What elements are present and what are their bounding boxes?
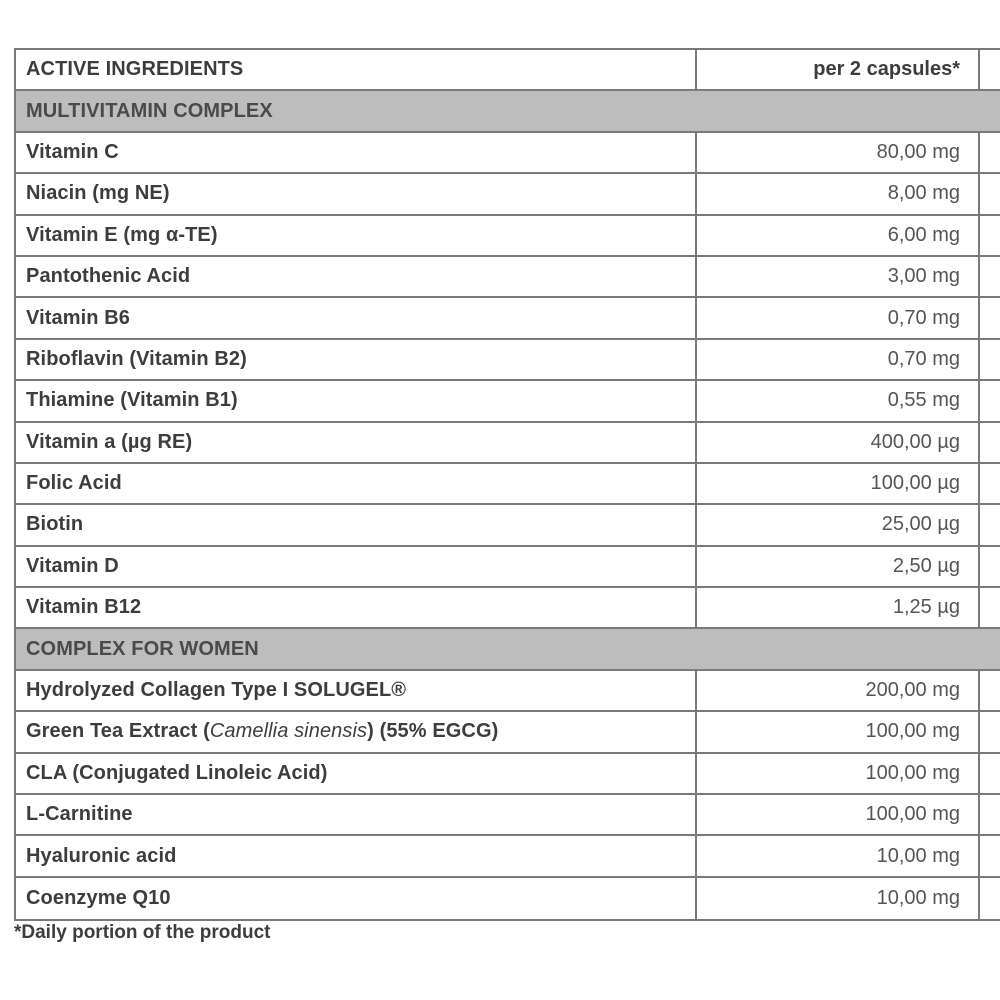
table-row	[16, 712, 1000, 753]
table-cell	[980, 133, 1000, 172]
table-cell	[980, 712, 1000, 751]
ingredient-name: Pantothenic Acid	[16, 257, 697, 296]
table-cell	[980, 216, 1000, 255]
ingredient-name: Vitamin D	[16, 547, 697, 586]
table-cell	[980, 381, 1000, 420]
table-row	[16, 795, 1000, 836]
ingredient-amount: 6,00 mg	[697, 216, 980, 255]
ingredient-name: Hydrolyzed Collagen Type I SOLUGEL®	[16, 671, 697, 710]
table-row	[16, 174, 1000, 215]
ingredient-amount: 10,00 mg	[697, 878, 980, 919]
section-title: MULTIVITAMIN COMPLEX	[26, 99, 273, 122]
table-cell	[980, 50, 1000, 89]
ingredient-name: Vitamin C	[16, 133, 697, 172]
table-row	[16, 298, 1000, 339]
table-cell	[980, 505, 1000, 544]
table-cell	[980, 878, 1000, 919]
ingredient-name-part: ) (55% EGCG)	[367, 720, 499, 743]
table-cell	[980, 795, 1000, 834]
ingredient-name: Thiamine (Vitamin B1)	[16, 381, 697, 420]
ingredient-name	[16, 712, 697, 751]
ingredient-name: CLA (Conjugated Linoleic Acid)	[16, 754, 697, 793]
table-row	[16, 216, 1000, 257]
table-cell	[980, 174, 1000, 213]
table-row	[16, 464, 1000, 505]
ingredient-amount: 100,00 mg	[697, 754, 980, 793]
ingredient-amount: 0,70 mg	[697, 298, 980, 337]
table-header-row	[16, 50, 1000, 91]
column-header-ingredients: ACTIVE INGREDIENTS	[16, 50, 697, 89]
section-header-multivitamin	[16, 91, 1000, 132]
table-row	[16, 505, 1000, 546]
ingredient-name: Coenzyme Q10	[16, 878, 697, 919]
table-cell	[980, 464, 1000, 503]
table-row	[16, 340, 1000, 381]
ingredient-amount: 8,00 mg	[697, 174, 980, 213]
table-row	[16, 878, 1000, 919]
ingredient-name: Hyaluronic acid	[16, 836, 697, 875]
table-row	[16, 547, 1000, 588]
ingredient-amount: 1,25 µg	[697, 588, 980, 627]
table-cell	[980, 257, 1000, 296]
ingredient-name: Vitamin a (µg RE)	[16, 423, 697, 462]
ingredient-amount: 80,00 mg	[697, 133, 980, 172]
table-cell	[980, 671, 1000, 710]
table-cell	[980, 423, 1000, 462]
ingredient-name: Riboflavin (Vitamin B2)	[16, 340, 697, 379]
table-row	[16, 133, 1000, 174]
table-row	[16, 671, 1000, 712]
ingredient-amount: 3,00 mg	[697, 257, 980, 296]
ingredient-amount: 100,00 µg	[697, 464, 980, 503]
ingredient-name: Niacin (mg NE)	[16, 174, 697, 213]
ingredient-amount: 0,70 mg	[697, 340, 980, 379]
ingredient-amount: 10,00 mg	[697, 836, 980, 875]
section-title: COMPLEX FOR WOMEN	[26, 637, 259, 660]
table-row	[16, 423, 1000, 464]
table-cell	[980, 836, 1000, 875]
ingredient-amount: 0,55 mg	[697, 381, 980, 420]
table-cell	[980, 340, 1000, 379]
table-row	[16, 588, 1000, 629]
table-cell	[980, 754, 1000, 793]
footnote: *Daily portion of the product	[14, 922, 271, 943]
ingredient-latin-name: Camellia sinensis	[209, 720, 368, 743]
table-row	[16, 754, 1000, 795]
ingredient-name: Biotin	[16, 505, 697, 544]
section-header-women	[16, 629, 1000, 670]
ingredient-amount: 100,00 mg	[697, 712, 980, 751]
ingredient-name: Vitamin B12	[16, 588, 697, 627]
table-row	[16, 381, 1000, 422]
ingredient-amount: 400,00 µg	[697, 423, 980, 462]
table-cell	[980, 298, 1000, 337]
ingredients-table	[14, 48, 1000, 921]
ingredient-name: Vitamin B6	[16, 298, 697, 337]
ingredient-amount: 100,00 mg	[697, 795, 980, 834]
column-header-amount: per 2 capsules*	[697, 50, 980, 89]
ingredient-name: Folic Acid	[16, 464, 697, 503]
table-cell	[980, 547, 1000, 586]
table-row	[16, 836, 1000, 877]
table-cell	[980, 588, 1000, 627]
ingredient-amount: 2,50 µg	[697, 547, 980, 586]
ingredient-name-part: Green Tea Extract (	[26, 720, 210, 743]
ingredient-amount: 25,00 µg	[697, 505, 980, 544]
ingredient-name: L-Carnitine	[16, 795, 697, 834]
table-row	[16, 257, 1000, 298]
ingredient-amount: 200,00 mg	[697, 671, 980, 710]
ingredient-name: Vitamin E (mg α-TE)	[16, 216, 697, 255]
